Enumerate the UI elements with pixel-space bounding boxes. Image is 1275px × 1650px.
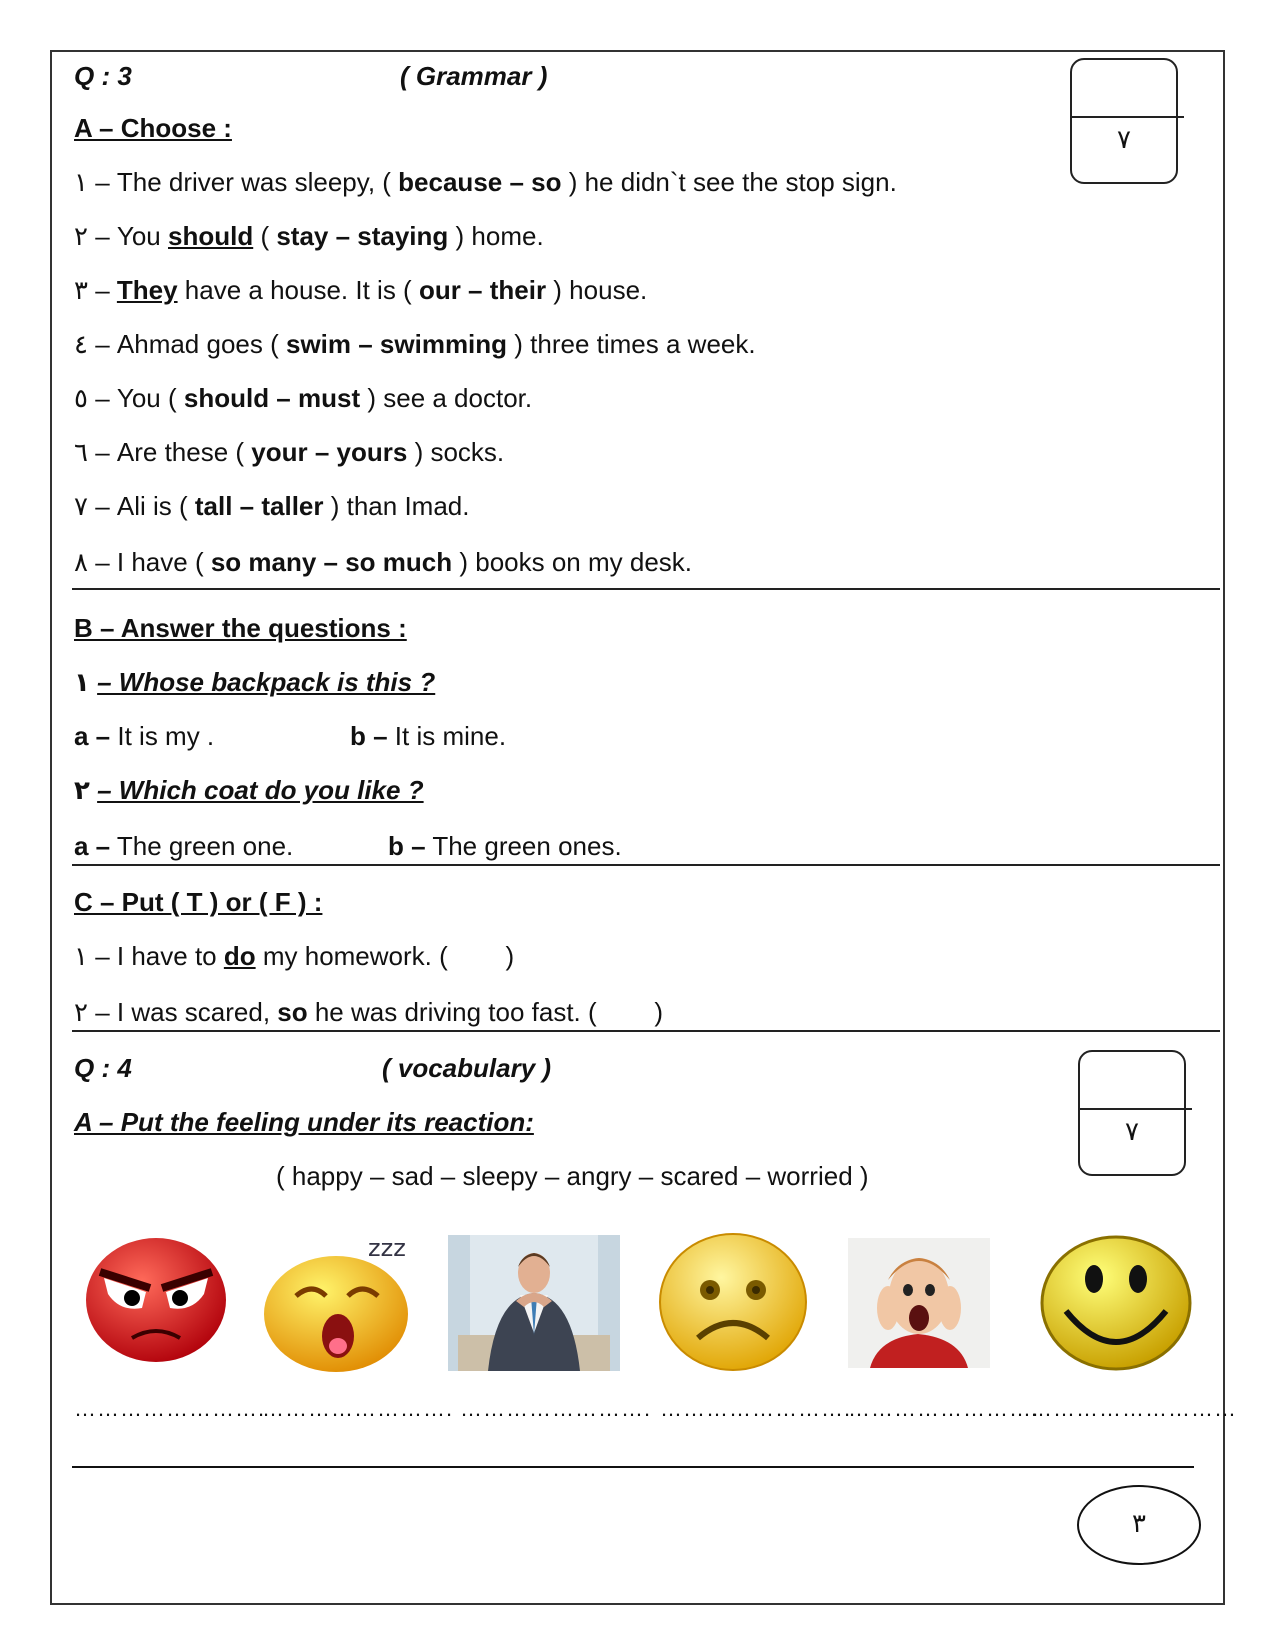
q4-title: ( vocabulary ) xyxy=(382,1053,552,1083)
q3-number: Q : 3 xyxy=(74,61,132,91)
choose-item-keyword: They xyxy=(116,275,178,305)
sleep-text: zzz xyxy=(368,1234,406,1262)
q4-a-heading: A – Put the feeling under its reaction: xyxy=(74,1107,534,1137)
choose-item[interactable] xyxy=(74,274,647,306)
tf-item-num: ٢ xyxy=(74,997,88,1027)
divider xyxy=(72,864,1220,866)
choose-item[interactable] xyxy=(74,546,692,578)
q4-score-mark: ٧ xyxy=(1125,1116,1139,1146)
tf-item-blank: my homework. ( ) xyxy=(255,941,515,971)
choose-item-text: ( xyxy=(253,221,277,251)
choose-item-num: ٤ xyxy=(74,329,88,359)
question-1-text: – Whose backpack is this ? xyxy=(97,667,436,697)
q3-b-heading: B – Answer the questions : xyxy=(74,613,407,643)
question-2-text: – Which coat do you like ? xyxy=(97,775,424,805)
answer-blank[interactable]: ……………………. xyxy=(262,1396,454,1421)
choose-item[interactable] xyxy=(74,166,897,198)
question-1-answer-b[interactable] xyxy=(350,720,506,752)
choose-item-text: – You xyxy=(95,221,168,251)
choose-item-text: ) socks. xyxy=(407,437,505,467)
choose-item-text: ) than Imad. xyxy=(323,491,470,521)
question-2-num: ٢ xyxy=(74,775,90,805)
answer-b-text: It is mine. xyxy=(387,721,507,751)
divider xyxy=(72,1030,1220,1032)
q3-a-heading: A – Choose : xyxy=(74,113,232,143)
choose-item[interactable] xyxy=(74,436,504,468)
answer-blank[interactable]: ……………………. xyxy=(660,1396,852,1421)
choose-item-text: – Ahmad goes ( xyxy=(95,329,286,359)
choose-item-num: ٧ xyxy=(74,491,88,521)
choose-item-num: ٥ xyxy=(74,383,88,413)
tf-item-num: ١ xyxy=(74,941,88,971)
tf-item-blank: he was driving too fast. ( ) xyxy=(307,997,664,1027)
tf-item-keyword: do xyxy=(223,941,256,971)
worried-man-picture xyxy=(448,1230,620,1376)
choose-item-options: our – their xyxy=(418,275,547,305)
answer-blank[interactable]: ……………………. xyxy=(460,1396,652,1421)
q3-score-box[interactable] xyxy=(1070,58,1178,184)
choose-item-options: because – so xyxy=(398,167,562,197)
answer-a-text: It is my . xyxy=(110,721,215,751)
choose-item-num: ٣ xyxy=(74,275,88,305)
answer-blank[interactable]: ……………………. xyxy=(74,1396,266,1421)
choose-item-options: swim – swimming xyxy=(285,329,508,359)
choose-item-options: should – must xyxy=(183,383,361,413)
divider xyxy=(72,588,1220,590)
choose-item-text: – xyxy=(95,275,117,305)
choose-item[interactable] xyxy=(74,382,532,414)
choose-item-options: your – yours xyxy=(251,437,408,467)
question-1 xyxy=(74,666,435,698)
answer-a-text: The green one. xyxy=(110,831,294,861)
choose-item-text: – I have ( xyxy=(95,547,211,577)
tf-item-1[interactable] xyxy=(74,940,514,972)
choose-item-text: ) three times a week. xyxy=(507,329,756,359)
choose-item-text: have a house. It is ( xyxy=(177,275,419,305)
choose-item-options: tall – taller xyxy=(194,491,324,521)
choose-item-text: ) he didn`t see the stop sign. xyxy=(561,167,897,197)
tf-item-2[interactable] xyxy=(74,996,663,1028)
answer-b-label: b – xyxy=(388,831,426,861)
answer-blank[interactable]: ……………………. xyxy=(848,1396,1040,1421)
choose-item-text: ) books on my desk. xyxy=(452,547,693,577)
question-1-num: ١ xyxy=(74,667,90,697)
choose-item-num: ٢ xyxy=(74,221,88,251)
choose-item-text: ) home. xyxy=(448,221,544,251)
tf-item-keyword: so xyxy=(277,997,308,1027)
choose-item-options: stay – staying xyxy=(276,221,449,251)
q4-number: Q : 4 xyxy=(74,1053,132,1083)
sleepy-face-icon xyxy=(262,1230,422,1376)
scared-boy-picture xyxy=(848,1230,990,1376)
question-1-answer-a[interactable] xyxy=(74,720,214,752)
answer-blank[interactable]: ……………………… xyxy=(1030,1396,1237,1421)
choose-item[interactable] xyxy=(74,328,756,360)
answer-b-text: The green ones. xyxy=(425,831,622,861)
sad-face-icon xyxy=(658,1230,808,1376)
answer-b-label: b – xyxy=(350,721,388,751)
q4-score-box[interactable] xyxy=(1078,1050,1186,1176)
choose-item-text: ) see a doctor. xyxy=(360,383,533,413)
choose-item-text: – You ( xyxy=(95,383,184,413)
question-2-answer-a[interactable] xyxy=(74,830,293,862)
happy-face-icon xyxy=(1040,1230,1192,1376)
word-bank: ( happy – sad – sleepy – angry – scared – worried ) xyxy=(276,1161,869,1191)
divider xyxy=(72,1466,1194,1468)
choose-item-keyword: should xyxy=(168,221,254,251)
question-2 xyxy=(74,774,424,806)
choose-item-text: ) house. xyxy=(546,275,648,305)
question-2-answer-b[interactable] xyxy=(388,830,622,862)
choose-item-text: – Ali is ( xyxy=(95,491,195,521)
choose-item-options: so many – so much xyxy=(210,547,453,577)
angry-face-icon xyxy=(82,1230,242,1376)
answer-a-label: a – xyxy=(74,721,111,751)
choose-item-text: – The driver was sleepy, ( xyxy=(95,167,399,197)
answer-a-label: a – xyxy=(74,831,111,861)
choose-item-num: ٦ xyxy=(74,437,88,467)
choose-item-text: – Are these ( xyxy=(95,437,252,467)
q3-c-heading: C – Put ( T ) or ( F ) : xyxy=(74,887,323,917)
choose-item[interactable] xyxy=(74,490,469,522)
tf-item-text: – I have to xyxy=(95,941,224,971)
choose-item-num: ١ xyxy=(74,167,88,197)
choose-item-num: ٨ xyxy=(74,547,88,577)
tf-item-text: – I was scared, xyxy=(95,997,278,1027)
q3-score-mark: ٧ xyxy=(1117,124,1131,154)
page-number: ٣ xyxy=(1132,1508,1146,1538)
choose-item[interactable] xyxy=(74,220,544,252)
q3-title: ( Grammar ) xyxy=(400,61,548,91)
